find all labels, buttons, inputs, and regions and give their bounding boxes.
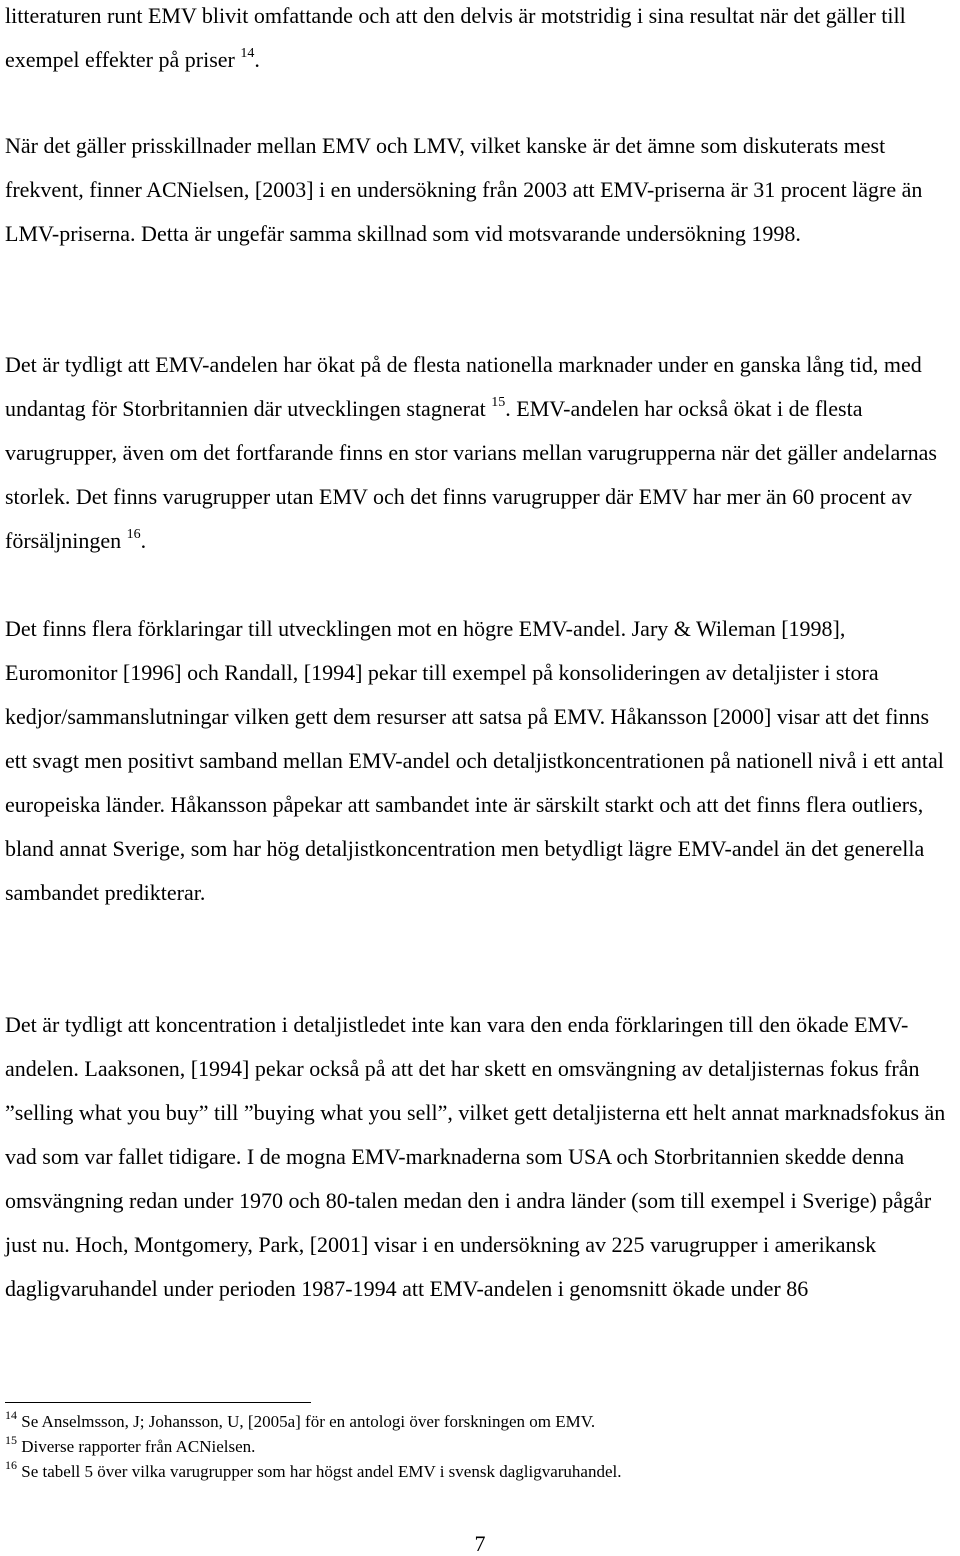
footnote-separator xyxy=(5,1402,311,1403)
footnote-number: 14 xyxy=(5,1408,17,1423)
footnote-number: 15 xyxy=(5,1433,17,1448)
paragraph-1 xyxy=(5,0,955,82)
footnote-text: Diverse rapporter från ACNielsen. xyxy=(21,1437,256,1456)
footnote-number: 16 xyxy=(5,1458,17,1473)
paragraph-3 xyxy=(5,343,955,563)
footnote-14 xyxy=(5,1408,955,1432)
footnote-text: Se Anselmsson, J; Johansson, U, [2005a] för en antologi över forskningen om EMV. xyxy=(21,1412,596,1431)
footnote-15 xyxy=(5,1433,955,1457)
page-number: 7 xyxy=(474,1531,486,1556)
paragraph-3-text-b: . EMV-andelen har också ökat i de flesta varugrupper, även om det fortfarande finns en stor varians mellan varugrupperna när det gäller andelarnas storlek. Det finns varugrupper utan EMV och det finns varugrupper där EMV har mer än 60 procent av försäljningen xyxy=(5,396,937,553)
footnote-text: Se tabell 5 över vilka varugrupper som har högst andel EMV i svensk dagligvaruhandel. xyxy=(21,1462,622,1481)
footnote-ref-16: 16 xyxy=(126,526,141,542)
paragraph-2: När det gäller prisskillnader mellan EMV och LMV, vilket kanske är det ämne som diskuterats mest frekvent, finner ACNielsen, [2003] i en undersökning från 2003 att EMV-priserna är 31 procent lägre än LMV-priserna. Detta är ungefär samma skillnad som vid motsvarande undersökning 1998. xyxy=(5,133,923,246)
footnote-ref-14: 14 xyxy=(240,45,255,61)
paragraph-4: Det finns flera förklaringar till utvecklingen mot en högre EMV-andel. Jary & Wileman [1998], Euromonitor [1996] och Randall, [1994] pekar till exempel på konsolideringen av detaljister i stora kedjor/sammanslutningar vilken gett dem resurser att satsa på EMV. Håkansson [2000] visar att det finns ett svagt men positivt samband mellan EMV-andel och detaljistkoncentrationen på nationell nivå i ett antal europeiska länder. Håkansson påpekar att sambandet inte är särskilt starkt och att det finns flera outliers, bland annat Sverige, som har hög detaljistkoncentration men betydligt lägre EMV-andel än det generella sambandet predikterar. xyxy=(5,616,944,905)
footnote-ref-15: 15 xyxy=(491,394,506,410)
paragraph-3-text-a: Det är tydligt att EMV-andelen har ökat på de flesta nationella marknader under en ganska lång tid, med undantag för Storbritannien där utvecklingen stagnerat xyxy=(5,352,922,421)
footnote-16 xyxy=(5,1458,955,1482)
paragraph-1-text: litteraturen runt EMV blivit omfattande och att den delvis är motstridig i sina resultat när det gäller till exempel effekter på priser xyxy=(5,3,906,72)
paragraph-5: Det är tydligt att koncentration i detaljistledet inte kan vara den enda förklaringen till den ökade EMV-andelen. Laaksonen, [1994] pekar också på att det har skett en omsvängning av detaljisternas fokus från ”selling what you buy” till ”buying what you sell”, vilket gett detaljisterna ett helt annat marknadsfokus än vad som var fallet tidigare. I de mogna EMV-marknaderna som USA och Storbritannien skedde denna omsvängning redan under 1970 och 80-talen medan den i andra länder (som till exempel i Sverige) pågår just nu. Hoch, Montgomery, Park, [2001] visar i en undersökning av 225 varugrupper i amerikansk dagligvaruhandel under perioden 1987-1994 att EMV-andelen i genomsnitt ökade under 86 xyxy=(5,1012,946,1301)
paragraph-3-text-c: . xyxy=(140,528,147,553)
paragraph-1-tail: . xyxy=(254,47,260,72)
